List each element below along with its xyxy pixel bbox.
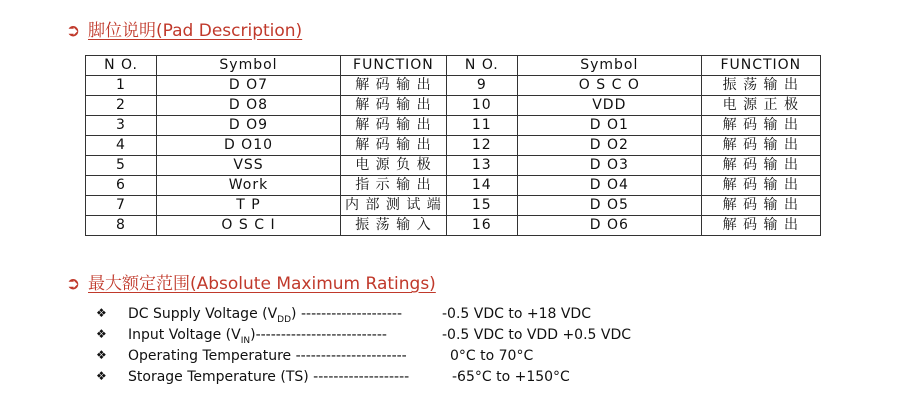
table-cell: 振 荡 输 出 — [701, 76, 820, 96]
table-cell: 电 源 负 极 — [341, 156, 447, 176]
table-cell: 4 — [86, 136, 157, 156]
table-cell: 7 — [86, 196, 157, 216]
table-cell: 解 码 输 出 — [701, 196, 820, 216]
column-header: N O. — [86, 56, 157, 76]
rating-label — [128, 348, 407, 364]
column-header: Symbol — [517, 56, 701, 76]
table-cell: D O8 — [157, 96, 341, 116]
table-cell: 11 — [446, 116, 517, 136]
table-cell: 解 码 输 出 — [701, 176, 820, 196]
table-cell: 解 码 输 出 — [341, 116, 447, 136]
table-cell: D O6 — [517, 216, 701, 236]
table-cell: 解 码 输 出 — [701, 216, 820, 236]
table-cell: O S C O — [517, 76, 701, 96]
pad-description-title: 脚位说明(Pad Description) — [88, 21, 303, 41]
table-cell: O S C I — [157, 216, 341, 236]
table-row — [86, 136, 821, 156]
column-header: Symbol — [157, 56, 341, 76]
table-cell: 13 — [446, 156, 517, 176]
rating-value: -65°C to +150°C — [452, 369, 570, 385]
table-cell: 6 — [86, 176, 157, 196]
table-cell: 解 码 输 出 — [341, 76, 447, 96]
table-cell: D O9 — [157, 116, 341, 136]
absolute-max-ratings-title: 最大额定范围(Absolute Maximum Ratings) — [88, 274, 436, 294]
table-cell: 解 码 输 出 — [701, 156, 820, 176]
table-cell: D O2 — [517, 136, 701, 156]
diamond-bullet-icon: ❖ — [96, 348, 107, 362]
rating-leader-dashes: ) -------------------- — [291, 306, 402, 322]
table-cell: 12 — [446, 136, 517, 156]
table-row — [86, 96, 821, 116]
rating-value: 0°C to 70°C — [450, 348, 534, 364]
table-row — [86, 156, 821, 176]
table-header-row — [86, 56, 821, 76]
table-cell: 解 码 输 出 — [701, 136, 820, 156]
pad-table-body — [86, 56, 821, 236]
rating-label-text: DC Supply Voltage (V — [128, 306, 278, 322]
rating-subscript: IN — [240, 335, 251, 346]
table-row — [86, 196, 821, 216]
pad-description-heading — [66, 16, 302, 41]
table-cell: 5 — [86, 156, 157, 176]
rating-label — [128, 306, 402, 325]
rating-leader-dashes: )-------------------------- — [250, 327, 387, 343]
rating-label-text: Operating Temperature — [128, 348, 292, 364]
table-cell: 8 — [86, 216, 157, 236]
table-cell: VDD — [517, 96, 701, 116]
table-cell: D O7 — [157, 76, 341, 96]
arrow-right-circle-icon: ➲ — [66, 21, 81, 41]
table-cell: T P — [157, 196, 341, 216]
table-cell: 15 — [446, 196, 517, 216]
rating-label — [128, 327, 387, 346]
table-row — [86, 216, 821, 236]
table-row — [86, 176, 821, 196]
table-cell: 1 — [86, 76, 157, 96]
table-cell: 2 — [86, 96, 157, 116]
table-cell: 16 — [446, 216, 517, 236]
rating-leader-dashes: ---------------------- — [291, 348, 407, 364]
column-header: N O. — [446, 56, 517, 76]
table-cell: 指 示 输 出 — [341, 176, 447, 196]
table-cell: D O5 — [517, 196, 701, 216]
diamond-bullet-icon: ❖ — [96, 369, 107, 383]
table-cell: 内 部 测 试 端 — [341, 196, 447, 216]
pad-description-table — [85, 55, 821, 236]
table-cell: VSS — [157, 156, 341, 176]
column-header: FUNCTION — [341, 56, 447, 76]
table-cell: D O1 — [517, 116, 701, 136]
table-row — [86, 76, 821, 96]
table-cell: D O4 — [517, 176, 701, 196]
table-cell: 电 源 正 极 — [701, 96, 820, 116]
table-cell: 3 — [86, 116, 157, 136]
diamond-bullet-icon: ❖ — [96, 327, 107, 341]
rating-subscript: DD — [277, 314, 292, 325]
table-cell: 解 码 输 出 — [341, 96, 447, 116]
rating-label-text: Input Voltage (V — [128, 327, 241, 343]
table-cell: 振 荡 输 入 — [341, 216, 447, 236]
table-cell: 14 — [446, 176, 517, 196]
table-cell: 10 — [446, 96, 517, 116]
rating-label — [128, 369, 409, 385]
absolute-max-ratings-heading — [66, 269, 436, 294]
arrow-right-circle-icon: ➲ — [66, 274, 81, 294]
table-row — [86, 116, 821, 136]
table-cell: D O3 — [517, 156, 701, 176]
rating-value: -0.5 VDC to VDD +0.5 VDC — [442, 327, 632, 343]
rating-value: -0.5 VDC to +18 VDC — [442, 306, 591, 322]
diamond-bullet-icon: ❖ — [96, 306, 107, 320]
table-cell: 9 — [446, 76, 517, 96]
table-cell: Work — [157, 176, 341, 196]
table-cell: 解 码 输 出 — [701, 116, 820, 136]
table-cell: 解 码 输 出 — [341, 136, 447, 156]
column-header: FUNCTION — [701, 56, 820, 76]
rating-label-text: Storage Temperature (TS) — [128, 369, 309, 385]
rating-leader-dashes: ------------------- — [308, 369, 410, 385]
table-cell: D O10 — [157, 136, 341, 156]
